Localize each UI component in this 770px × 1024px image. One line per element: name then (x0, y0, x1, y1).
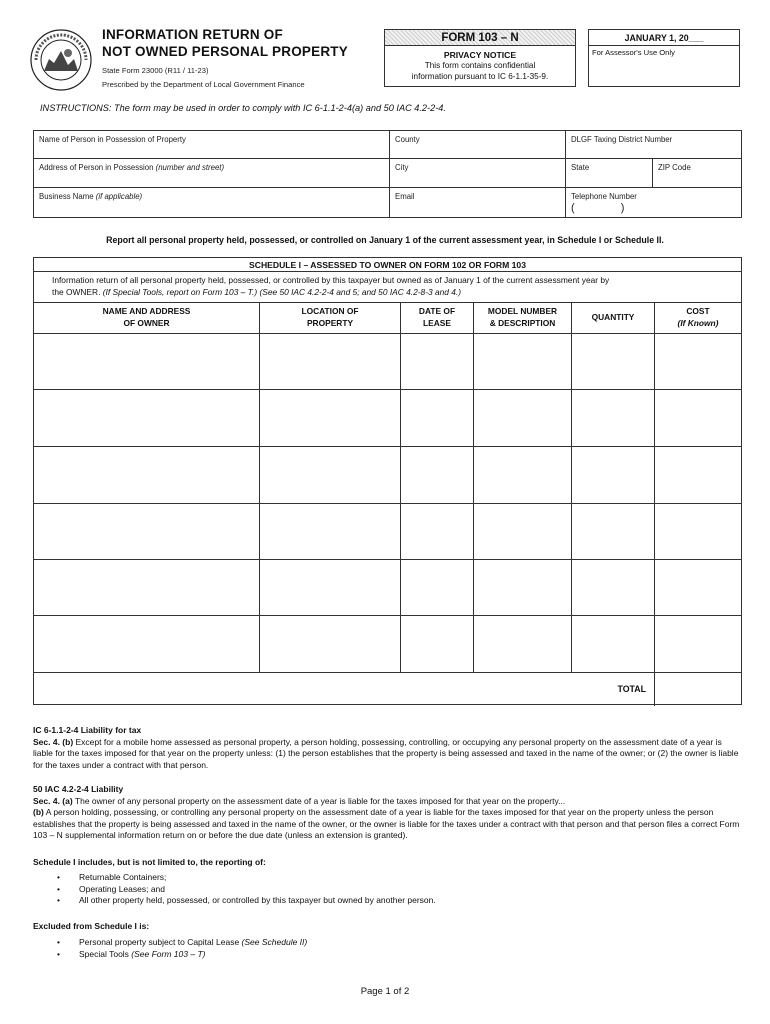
includes-item-text: Returnable Containers; (79, 872, 167, 882)
address-label: Address of Person in Possession (39, 163, 154, 172)
zip-label: ZIP Code (658, 163, 691, 172)
city-field[interactable] (390, 159, 565, 187)
assessor-box (588, 29, 740, 87)
list-item (57, 895, 436, 907)
excluded-item1-ref: (See Schedule II) (241, 937, 308, 947)
col-header-model-line2: & DESCRIPTION (489, 318, 556, 328)
col-header-cost (655, 305, 741, 329)
business-name-hint: (if applicable) (95, 192, 143, 201)
includes-list (57, 872, 436, 907)
schedule-1-title: SCHEDULE I – ASSESSED TO OWNER ON FORM 102 OR FORM 103 (34, 258, 741, 272)
col-header-name-address-line1: NAME AND ADDRESS (102, 306, 191, 316)
bullet: • (57, 883, 60, 894)
excluded-item2-ref: (See Form 103 – T) (131, 948, 206, 959)
privacy-notice-title: PRIVACY NOTICE (443, 50, 517, 60)
col-header-location (260, 305, 400, 329)
liability-iac-sec-a: Sec. 4. (a) (33, 795, 73, 806)
col-header-cost-line2: (If Known) (677, 318, 719, 328)
prescribed-by: Prescribed by the Department of Local Government Finance (102, 80, 305, 89)
col-header-name-address-line2: OF OWNER (123, 318, 170, 328)
state-label: State (571, 163, 590, 172)
telephone-field[interactable] (566, 188, 742, 217)
address-field[interactable] (34, 159, 389, 187)
form-number-box (384, 29, 576, 87)
liability-ic-section (33, 725, 743, 771)
col-header-model-number (474, 305, 571, 329)
bullet: • (57, 872, 60, 882)
name-of-person-label: Name of Person in Possession of Property (39, 135, 186, 144)
col-header-location-line1: LOCATION OF (301, 306, 359, 316)
liability-iac-heading: 50 IAC 4.2-2-4 Liability (33, 784, 124, 794)
dlgf-district-label: DLGF Taxing District Number (571, 135, 673, 144)
col-header-location-line2: PROPERTY (306, 318, 354, 328)
schedule-1-table (33, 257, 742, 705)
form-title-line2: NOT OWNED PERSONAL PROPERTY (102, 44, 348, 59)
area-code-close: ) (620, 202, 625, 214)
col-header-quantity (572, 311, 654, 323)
privacy-notice-line2: information pursuant to IC 6-1.1-35-9. (411, 71, 549, 81)
area-code-open: ( (571, 202, 575, 214)
assessment-date-field[interactable]: JANUARY 1, 20___ (589, 30, 739, 46)
includes-item-text: All other property held, possessed, or controlled by this taxpayer but owned by another person. (79, 895, 436, 905)
bullet: • (57, 895, 60, 905)
report-statement: Report all personal property held, possessed, or controlled on January 1 of the current assessment year, in Schedule I or Schedule II. (106, 235, 664, 245)
privacy-notice-line1: This form contains confidential (424, 61, 536, 70)
liability-iac-sec-b: (b) (33, 807, 44, 817)
county-field[interactable] (390, 131, 565, 158)
liability-iac-text-b: A person holding, possessing, or controlling any personal property on the assessment date of a year is liable for the taxes imposed for that year on the property unless the person establishes that the property is being assessed and taxed in the name of the owner, or the owner is liable for the taxes under a contract with that person and that person files a correct Form 103 – N supplemental information return on or before the due date (unless an extension is granted). (33, 807, 740, 840)
state-form-number: State Form 23000 (R11 / 11-23) (102, 66, 209, 75)
excluded-item2-text: Special Tools (79, 948, 132, 959)
total-label: TOTAL (617, 684, 646, 694)
bullet: • (57, 937, 60, 947)
includes-item-text: Operating Leases; and (79, 883, 166, 894)
dlgf-district-field[interactable] (566, 131, 742, 158)
state-seal-icon (30, 29, 92, 91)
assessor-use-label: For Assessor's Use Only (592, 48, 675, 57)
list-item (57, 884, 436, 896)
liability-ic-sec: Sec. 4. (b) (33, 736, 74, 747)
includes-heading: Schedule I includes, but is not limited to, the reporting of: (33, 857, 266, 867)
schedule-1-info-line1: Information return of all personal property held, possessed, or controlled by this taxpayer but owned as of January 1 of the current assessment year by (52, 275, 610, 285)
business-name-field[interactable] (34, 188, 389, 217)
liability-ic-heading: IC 6-1.1-2-4 Liability for tax (33, 725, 142, 735)
bullet: • (57, 948, 60, 959)
instructions: INSTRUCTIONS: The form may be used in order to comply with IC 6-1.1-2-4(a) and 50 IAC 4.2-2-4. (40, 103, 446, 113)
excluded-heading: Excluded from Schedule I is: (33, 921, 150, 931)
liability-iac-text-a: The owner of any personal property on the assessment date of a year is liable for the taxes imposed for that year on the property... (72, 795, 566, 806)
list-item (57, 872, 436, 884)
col-header-quantity-line1: QUANTITY (591, 312, 635, 322)
list-item (57, 949, 307, 961)
col-header-date-of-lease (401, 305, 473, 329)
taxpayer-info-grid (33, 130, 742, 218)
liability-iac-section (33, 784, 743, 842)
col-header-name-address (34, 305, 259, 329)
email-label: Email (395, 192, 415, 201)
address-hint: (number and street) (155, 163, 225, 172)
list-item (57, 937, 307, 949)
telephone-label: Telephone Number (571, 192, 637, 201)
page-number: Page 1 of 2 (360, 986, 410, 997)
col-header-cost-line1: COST (686, 306, 710, 316)
liability-ic-text: Except for a mobile home assessed as personal property, a person holding, possessing, controlling, or occupying any personal property on the assessment date of a year is liable for the taxes imposed for that year on the property unless: (1) the person establishes that the property is being assessed and taxed in the name of the owner; or (2) the owner is liable for the taxes under a contract with that person. (33, 736, 739, 770)
zip-field[interactable] (653, 159, 742, 187)
state-field[interactable] (566, 159, 652, 187)
schedule-1-info-note: (If Special Tools, report on Form 103 – T.) (See 50 IAC 4.2-2-4 and 5; and 50 IAC 4.2-8-3 and 4.) (102, 286, 462, 297)
col-header-date-line1: DATE OF (418, 306, 456, 316)
col-header-model-line1: MODEL NUMBER (487, 306, 558, 316)
schedule-1-info (52, 275, 727, 298)
excluded-item1-text: Personal property subject to Capital Lease (79, 937, 242, 947)
form-number: FORM 103 – N (385, 30, 575, 46)
county-label: County (395, 135, 420, 144)
schedule-1-info-line2: the OWNER. (52, 286, 103, 297)
email-field[interactable] (390, 188, 565, 217)
name-of-person-field[interactable] (34, 131, 389, 158)
city-label: City (395, 163, 409, 172)
business-name-label: Business Name (39, 192, 94, 201)
col-header-date-line2: LEASE (423, 318, 451, 328)
form-title-line1: INFORMATION RETURN OF (102, 27, 283, 42)
excluded-list (57, 937, 307, 960)
